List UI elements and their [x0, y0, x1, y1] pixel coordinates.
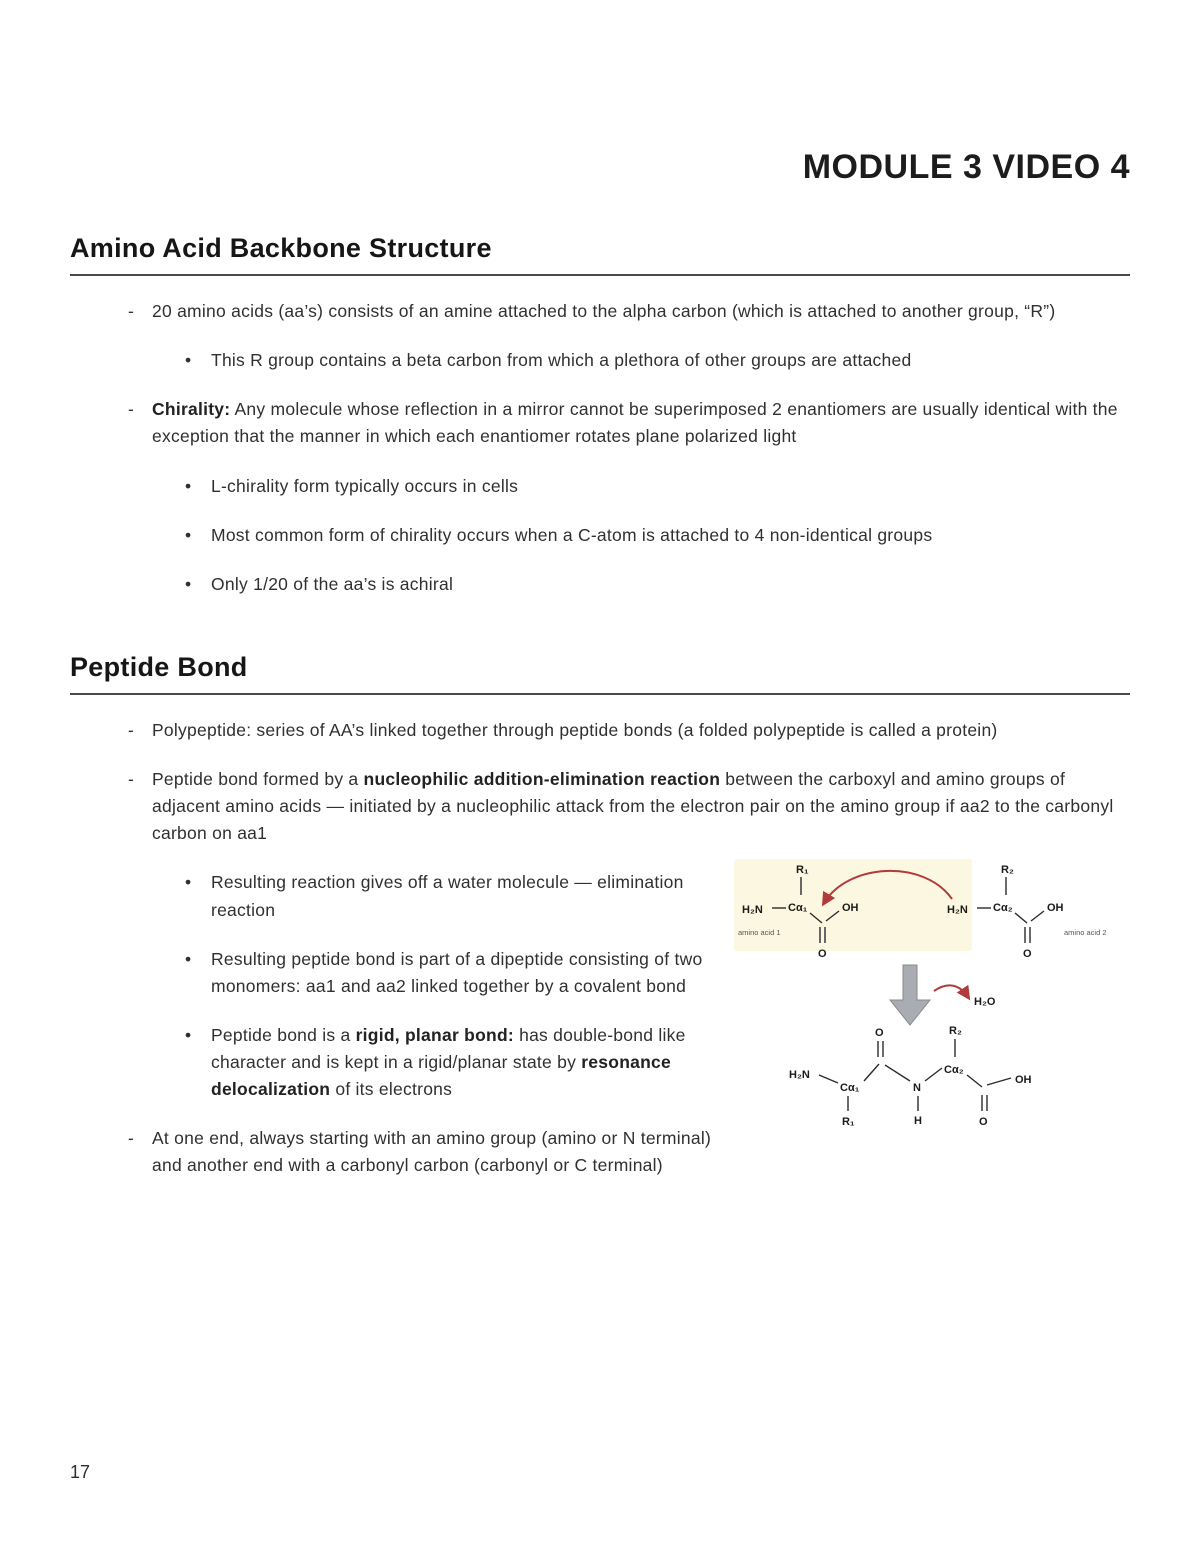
label-ca1: Cα₁ [840, 1082, 860, 1095]
bullet-marker: • [185, 948, 192, 969]
caption-amino-acid-1: amino acid 1 [738, 928, 781, 938]
label-oh: OH [842, 902, 859, 915]
label-h2n: H₂N [789, 1069, 810, 1082]
label-o: O [1023, 948, 1032, 961]
section-amino-acid-backbone [70, 233, 1130, 598]
bullet-text-seg: between the carboxyl and amino groups of adjacent amino acids — initiated by a nucleophilic attack from the electron pair on the amino group if aa2 to the carbonyl carbon on aa1 [152, 769, 1114, 844]
label-o: O [818, 948, 827, 961]
sub-bullet-item [185, 869, 718, 923]
label-h2o: H₂O [974, 996, 996, 1009]
label-o: O [979, 1116, 988, 1129]
sub-bullet-text: Resulting peptide bond is part of a dipeptide consisting of two monomers: aa1 and aa2 linked together by a covalent bond [211, 948, 703, 996]
sub-bullet-text: Only 1/20 of the aa’s is achiral [211, 573, 454, 594]
sub-bullet-text [211, 1022, 718, 1103]
bullet-marker: • [185, 872, 192, 893]
label-h2n: H₂N [742, 904, 763, 917]
peptide-bond-figure [734, 853, 1114, 1158]
dash-marker: - [128, 301, 135, 321]
sub-bullet-text: L-chirality form typically occurs in cells [211, 475, 519, 496]
sub-bullet-text: Resulting reaction gives off a water molecule — elimination reaction [211, 872, 684, 920]
label-oh: OH [1047, 902, 1064, 915]
label-ca2: Cα₂ [944, 1064, 964, 1077]
bold-term: nucleophilic addition-elimination reaction [363, 769, 721, 789]
sub-bullet-item [185, 473, 1130, 500]
label-h2n: H₂N [947, 904, 968, 917]
section-heading-amino-acid: Amino Acid Backbone Structure [70, 233, 1130, 276]
sub-bullet-column [70, 847, 718, 1179]
sub-bullet-text: This R group contains a beta carbon from which a plethora of other groups are attached [211, 350, 912, 371]
bold-term: rigid, planar bond: [355, 1024, 514, 1045]
label-n: N [913, 1082, 921, 1095]
bullet-marker: • [185, 350, 192, 371]
sub-bullet-item [185, 946, 718, 1000]
label-ca2: Cα₂ [993, 902, 1013, 915]
dash-marker: - [128, 719, 135, 740]
page-title: MODULE 3 VIDEO 4 [802, 148, 1130, 186]
label-r2: R₂ [1001, 864, 1014, 877]
document-page [70, 0, 1130, 1180]
label-ca1: Cα₁ [788, 902, 808, 915]
bullet-item [128, 1125, 718, 1179]
section-heading-peptide-bond: Peptide Bond [70, 652, 1130, 695]
label-h: H [914, 1115, 922, 1128]
bullet-marker: • [185, 573, 192, 594]
dash-marker: - [128, 1128, 135, 1149]
bullet-text-seg: Peptide bond formed by a [152, 769, 364, 789]
sub-bullet-item [185, 522, 1130, 549]
dash-marker: - [128, 769, 135, 789]
bullet-text [152, 766, 1130, 847]
section-peptide-bond [70, 652, 1130, 1180]
bullet-item [128, 717, 1130, 744]
sub-bullet-text-seg: of its electrons [330, 1079, 453, 1100]
sub-bullet-text: Most common form of chirality occurs when a C-atom is attached to 4 non-identical groups [211, 524, 933, 545]
bullet-item [128, 766, 1130, 847]
bullet-text [152, 396, 1130, 450]
bullet-marker: • [185, 1024, 192, 1045]
sub-bullet-text-seg: has double-bond like character and is kept in a rigid/planar state by [211, 1024, 686, 1072]
bullet-marker: • [185, 524, 192, 545]
peptide-bond-reaction-diagram [734, 853, 1114, 1153]
sub-bullet-item [185, 571, 1130, 598]
label-oh: OH [1015, 1074, 1032, 1087]
sub-bullet-text-seg: Peptide bond is a [211, 1024, 356, 1045]
label-o: O [875, 1027, 884, 1040]
dash-marker: - [128, 399, 135, 420]
sub-bullet-item [185, 347, 1130, 374]
bold-term: Chirality: [152, 399, 231, 420]
dipeptide-structure [789, 1025, 1032, 1128]
caption-amino-acid-2: amino acid 2 [1064, 928, 1107, 938]
water-release-arrow-icon [934, 986, 968, 998]
bullet-text: At one end, always starting with an amino group (amino or N terminal) and another end with a carbonyl carbon (carbonyl or C terminal) [152, 1128, 712, 1176]
sub-bullet-item [185, 1022, 718, 1103]
text-figure-row [70, 847, 1130, 1179]
label-r2: R₂ [949, 1025, 962, 1038]
bullet-marker: • [185, 475, 192, 496]
label-r1: R₁ [796, 864, 809, 877]
page-number: 17 [70, 1462, 91, 1482]
reaction-down-arrow-icon [890, 965, 930, 1025]
bullet-text: Polypeptide: series of AA’s linked together through peptide bonds (a folded polypeptide is called a protein) [152, 719, 998, 740]
bullet-item [128, 396, 1130, 450]
bullet-text-rest: Any molecule whose reflection in a mirror cannot be superimposed 2 enantiomers are usually identical with the exception that the manner in which each enantiomer rotates plane polarized light [152, 399, 1118, 447]
label-r1: R₁ [842, 1116, 855, 1129]
bullet-item [128, 298, 1130, 325]
bullet-text: 20 amino acids (aa’s) consists of an amine attached to the alpha carbon (which is attached to another group, “R”) [152, 301, 1056, 321]
bold-term: resonance delocalization [211, 1052, 672, 1100]
